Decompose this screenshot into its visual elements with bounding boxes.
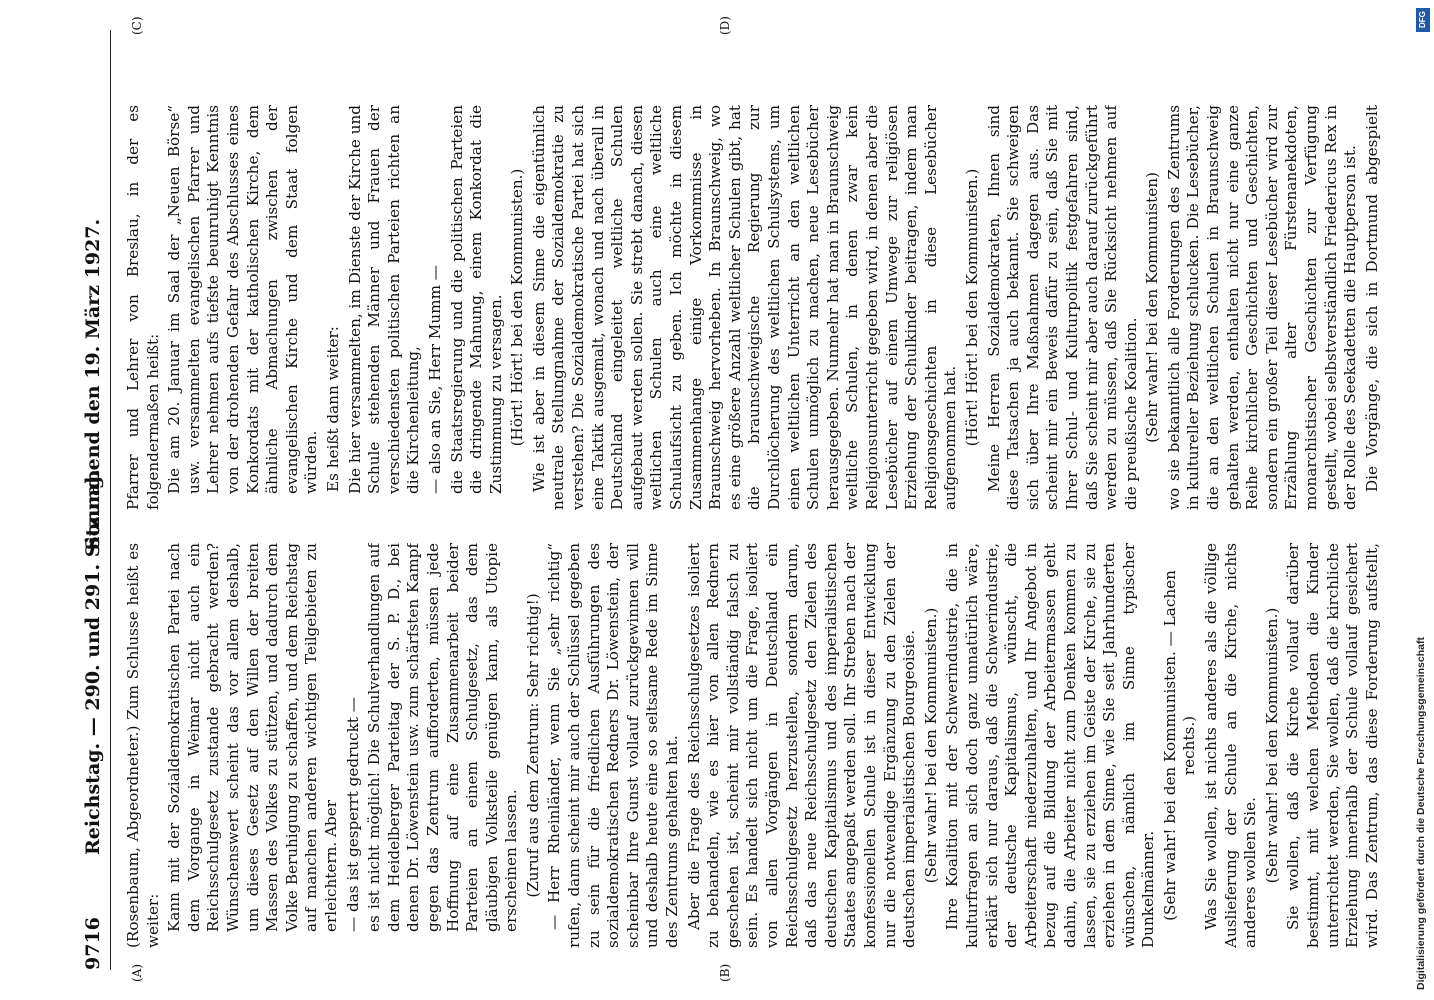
paragraph: wo sie bekanntlich alle Forderungen des Zentrums in kultureller Beziehung schlucken. Die Lesebücher, die an den weltlichen Schulen in Braunschweig gehalten werden, enthalten nicht nur eine ganze Reihe kirchlicher Geschichten und Geschichten, sondern ein großer Teil dieser Lesebücher wird zur Erzählung alter Fürstenanekdoten, monarchistischer Geschichten zur Verfügung gestellt, wobei selbstverständlich Friedericus Rex in der Rolle des Seekadetten die Hauptperson ist.: [1164, 105, 1360, 510]
paragraph: (Rosenbaum, Abgeordneter.) Zum Schlusse heißt es weiter:: [124, 543, 162, 948]
interjection: (Hört! Hört! bei den Kommunisten.): [962, 168, 981, 447]
interjection: (Hört! Hört! bei den Kommunisten.): [508, 168, 527, 447]
interjection: (Zuruf aus dem Zentrum: Sehr richtig!): [523, 593, 542, 898]
credit-text: Digitalisierung gefördert durch die Deutsche Forschungsgemeinschaft: [1415, 637, 1427, 990]
interjection: (Sehr wahr! bei den Kommunisten.): [1262, 607, 1281, 884]
digitization-credit: [1412, 10, 1430, 990]
dfg-logo-text: DFG: [1418, 11, 1427, 28]
left-column: [124, 543, 1384, 948]
paragraph: Meine Herren Sozialdemokraten, Ihnen sind diese Tatsachen ja auch bekannt. Sie schweigen sich über Ihre Maßnahmen dagegen aus. Das scheint mir ein Beweis dafür zu sein, daß Sie mit Ihrer Schul- und Kulturpolitik festgefahren sind, daß Sie scheint mir aber auch darauf zurückgeführt werden zu müssen, daß Sie Rücksicht nehmen auf die preußische Koalition.: [984, 105, 1140, 510]
quote-paragraph: Die am 20. Januar im Saal der „Neuen Börse“ usw. versammelten evangelischen Pfarrer und Lehrer nehmen aufs tiefste beunruhigt Kenntnis von der drohenden Gefahr des Abschlusses eines Konkordats mit der katholischen Kirche, dem ähnliche Abmachungen zwischen der evangelischen Kirche und dem Staat folgen würden.: [165, 105, 321, 494]
paragraph: Was Sie wollen, ist nichts anderes als die völlige Auslieferung der Schule an die Kirche, nichts anderes wollen Sie.: [1202, 543, 1260, 948]
margin-mark-a: (A): [130, 963, 144, 982]
quote-paragraph: Kann mit der Sozialdemokratischen Partei nach dem Vorgange in Weimar nicht auch ein Reichsschulgesetz zustande gebracht werden? Wünschenswert scheint das vor allem deshalb, um dieses Gesetz auf den Willen der breiten Massen des Volkes zu stützen, und dadurch dem Volke Beruhigung zu schaffen, und dem Reichstag auf manchen anderen wichtigen Teilgebieten zu erleichtern. Aber: [165, 543, 340, 932]
page-header: [80, 30, 111, 970]
inline-remark: — also an Sie, Herr Mumm —: [425, 265, 444, 494]
paragraph: Die Vorgänge, die sich in Dortmund abgespielt: [1362, 105, 1381, 492]
quote-paragraph: es ist nicht möglich! Die Schulverhandlungen auf dem Heidelberger Parteitag der S. P. D., bei denen Dr. Löwenstein usw. zum schärfsten Kampf gegen das Zentrum aufforderten, müssen jede Hoffnung auf eine Zusammenarbeit beider Parteien an einem Schulgesetz, das dem gläubigen Volksteile genügen kann, als Utopie erscheinen lassen.: [365, 543, 521, 932]
interjection: (Sehr wahr! bei den Kommunisten. — Lachen rechts.): [1160, 570, 1199, 921]
right-column: [124, 105, 1384, 510]
paragraph: Sie wollen, daß die Kirche vollauf darüber bestimmt, mit welchen Methoden die Kinder unterrichtet werden, Sie wollen, daß die kirchliche Erziehung innerhalb der Schule vollauf gesichert wird. Das Zentrum, das diese Forderung aufstellt,: [1284, 543, 1381, 948]
paragraph: Pfarrer und Lehrer von Breslau, in der es folgendermaßen heißt:: [124, 105, 162, 510]
interjection: (Sehr wahr! bei den Kommunisten.): [921, 607, 940, 884]
header-title: Reichstag. — 290. und 291. Sitzung.: [82, 469, 104, 855]
paragraph: Aber die Frage des Reichsschulgesetzes isoliert zu behandeln, wie es hier von allen Rednern geschehen ist, scheint mir vollständig falsch zu sein. Es handelt sich nicht um die Frage, isoliert von allen Vorgängen in Deutschland ein Reichsschulgesetz herzustellen, sondern darum, daß das neue Reichsschulgesetz den Zielen des deutschen Kapitalismus und des imperialistischen Staates angepaßt werden soll. Ihr Streben nach der konfessionellen Schule ist in dieser Entwicklung nur die notwendige Ergänzung zu den Zielen der deutschen imperialistischen Bourgeoisie.: [684, 543, 919, 948]
paragraph: Wie ist aber in diesem Sinne die eigentümlich neutrale Stellungnahme der Sozialdemokratie zu verstehen? Die Sozialdemokratische Partei hat sich eine Taktik ausgemalt, wonach und nach überall in Deutschland eingeleitet weltliche Schulen aufgebaut werden sollen. Sie strebt danach, diesen weltlichen Schulen auch eine weltliche Schulaufsicht zu geben. Ich möchte in diesem Zusammenhange einige Vorkommnisse in Braunschweig hervorheben. In Braunschweig, wo es eine größere Anzahl weltlicher Schulen gibt, hat die braunschweigische Regierung zur Durchlöcherung des weltlichen Schulsystems, um einen weltlichen Unterricht an den weltlichen Schulen unmöglich zu machen, neue Lesebücher herausgegeben. Nunmehr hat man in Braunschweig weltliche Schulen, in denen zwar kein Religionsunterricht gegeben wird, in denen aber die Lesebücher auf einem Umwege zur religiösen Erziehung der Schulkinder beitragen, indem man Religionsgeschichten in diese Lesebücher aufgenommen hat.: [529, 105, 960, 510]
quote-paragraph: Die hier versammelten, im Dienste der Kirche und Schule stehenden Männer und Frauen der verschiedensten politischen Parteien richten an die Kirchenleitung,: [345, 105, 423, 494]
page-number: 9716: [82, 917, 104, 970]
paragraph: — Herr Rheinländer, wenn Sie „sehr richtig“ rufen, dann scheint mir auch der Schlüssel gegeben zu sein für die friedlichen Ausführungen des sozialdemokratischen Redners Dr. Löwenstein, der scheinbar Ihre Gunst vollauf zurückgewinnen will und deshalb heute eine so seltsame Rede im Sinne des Zentrums gehalten hat.: [545, 543, 682, 948]
margin-mark-b: (B): [718, 963, 732, 982]
header-date: Sonnabend den 19. März 1927.: [82, 218, 104, 550]
paragraph: Ihre Koalition mit der Schwerindustrie, die in kulturfragen an sich doch ganz unnatürlich wäre, erklärt sich nur daraus, daß die Schwerindustrie, der deutsche Kapitalismus, wünscht, die Arbeiterschaft niederzuhalten, und Ihr Angebot in bezug auf die Bildung der Arbeitermassen geht dahin, die Arbeiter nicht zum Denken kommen zu lassen, sie zu erziehen im Geiste der Kirche, sie zu erziehen in dem Sinne, wie Sie seit Jahrhunderten wünschen, nämlich im Sinne typischer Dunkelmänner.: [943, 543, 1158, 948]
rotated-page: [58, 0, 1418, 1000]
paragraph: Es heißt dann weiter:: [323, 326, 342, 492]
quote-paragraph: die Staatsregierung und die politischen Parteien die dringende Mahnung, einem Konkordat die Zustimmung zu versagen.: [447, 105, 505, 494]
margin-mark-c: (C): [130, 16, 144, 35]
margin-mark-d: (D): [718, 16, 732, 35]
inline-remark: — das ist gesperrt gedruckt —: [343, 697, 362, 932]
interjection: (Sehr wahr! bei den Kommunisten): [1143, 172, 1162, 443]
